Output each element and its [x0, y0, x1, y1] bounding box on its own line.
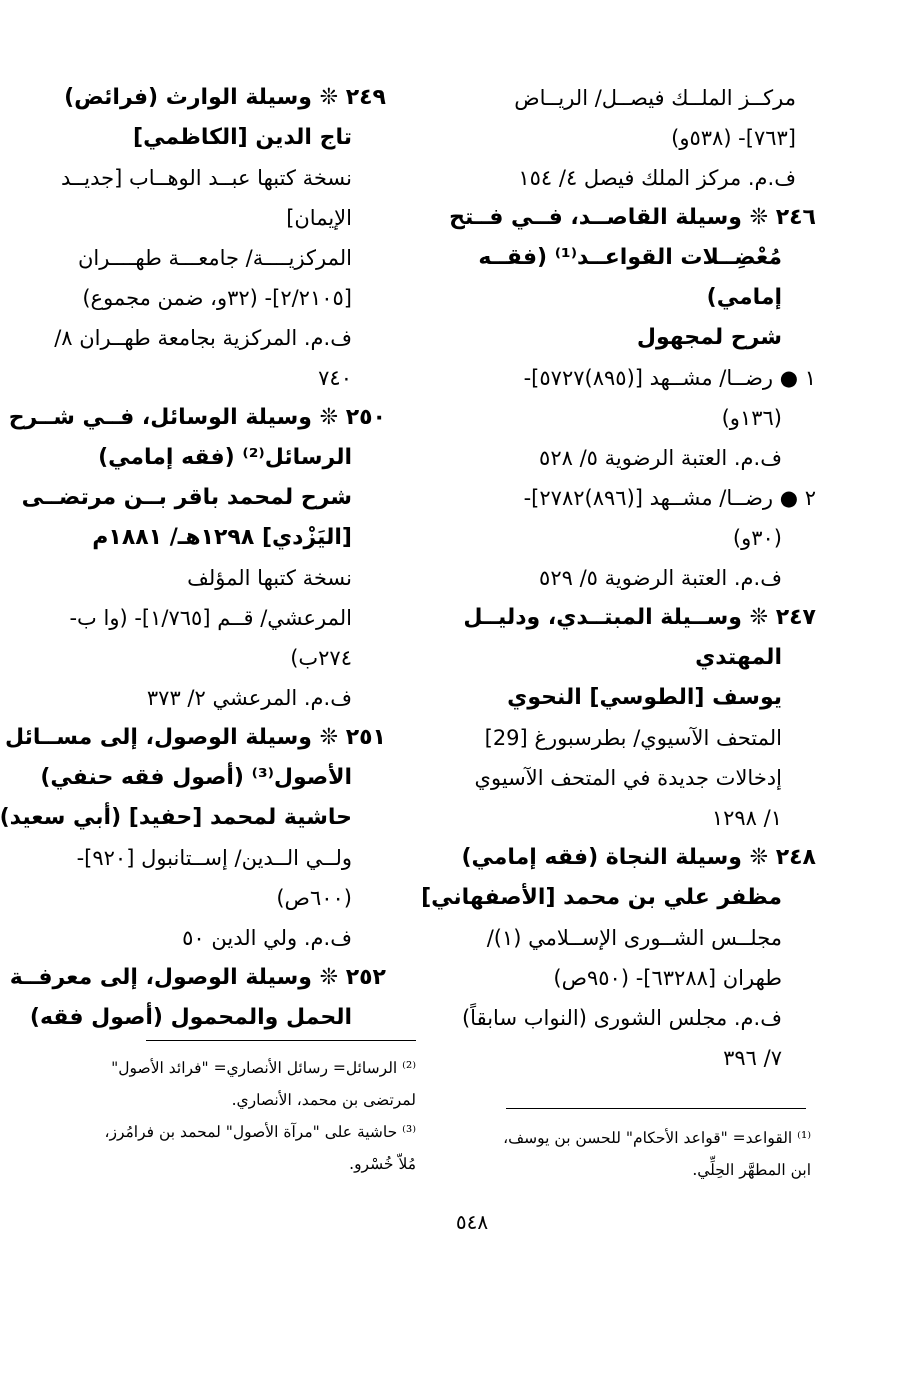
right-column [421, 78, 816, 1078]
left-column-line: [اليَزْدي] ١٢٩٨هـ/ ١٨٨١م [92, 525, 352, 550]
left-column-line: الحمل والمحمول (أصول فقه) [29, 1005, 352, 1030]
left-column-line: ف.م. ولي الدين ٥٠ [182, 926, 352, 950]
right-column-line: ف.م. العتبة الرضوية ٥/ ٥٢٨ [539, 446, 782, 470]
page-number: ٥٤٨ [455, 1210, 489, 1234]
footnote-line: مُلاّ خُسْرو. [349, 1155, 416, 1173]
right-column-line: ١ ● رضــا/ مشــهد [(٨٩٥)٥٧٢٧]- [523, 366, 816, 390]
left-column-line: ف.م. المركزية بجامعة طهــران ٨/ [54, 326, 352, 350]
left-column-line: المركزيــــة/ جامعـــة طهــــران [77, 246, 352, 270]
right-column-line: المتحف الآسيوي/ بطرسبورغ [29] [484, 726, 782, 750]
footnotes-left [86, 1052, 416, 1180]
right-column-line: ف.م. مركز الملك فيصل ٤/ ١٥٤ [518, 166, 796, 190]
footnote-line: لمرتضى بن محمد، الأنصاري. [231, 1091, 416, 1109]
footnotes-right [471, 1122, 811, 1186]
right-column-line: يوسف [الطوسي] النحوي [507, 685, 782, 710]
footnote-separator-left [146, 1040, 416, 1041]
right-column-line: ف.م. العتبة الرضوية ٥/ ٥٢٩ [539, 566, 782, 590]
left-column-line: الإيمان] [286, 206, 352, 230]
left-column-line: ٢٥٢ ❊ وسيلة الوصول، إلى معرفــة [9, 965, 386, 990]
right-column-line: ٢ ● رضــا/ مشــهد [(٨٩٦)٢٧٨٢]- [523, 486, 816, 510]
footnote-line: ⁽³⁾ حاشية على "مرآة الأصول" لمحمد بن فرامُرز، [104, 1123, 416, 1141]
footnote-separator-right [506, 1108, 806, 1109]
left-column-line: ف.م. المرعشي ٢/ ٣٧٣ [146, 686, 352, 710]
left-column-line: ٧٤٠ [318, 366, 352, 390]
right-column-line: ٢٤٨ ❊ وسيلة النجاة (فقه إمامي) [461, 845, 816, 870]
left-column [0, 78, 386, 1038]
left-column-line: المرعشي/ قــم [١/٧٦٥]- (وا ب- [69, 606, 352, 630]
right-column-line: ف.م. مجلس الشورى (النواب سابقاً) [461, 1006, 782, 1030]
left-column-line: نسخة كتبها المؤلف [187, 566, 352, 590]
left-column-line: ٢٥١ ❊ وسيلة الوصول، إلى مســائل [5, 725, 386, 750]
left-column-line: نسخة كتبها عبــد الوهــاب [جديــد [60, 166, 352, 190]
right-column-line: إمامي) [706, 285, 782, 310]
right-column-line: مجلــس الشــورى الإســلامي (١)/ [486, 926, 782, 950]
left-column-line: الرسائل⁽²⁾ (فقه إمامي) [98, 445, 352, 470]
left-column-line: تاج الدين [الكاظمي] [133, 125, 352, 150]
left-column-line: [٢/٢١٠٥]- (٣٢و، ضمن مجموع) [82, 286, 352, 310]
right-column-line: مركــز الملــك فيصــل/ الريــاض [514, 86, 796, 110]
left-column-line: (٦٠٠ص) [276, 886, 352, 910]
footnote-line: ابن المطهَّر الحِلِّي. [692, 1161, 811, 1179]
right-column-line: إدخالات جديدة في المتحف الآسيوي [474, 766, 782, 790]
right-column-line: ٧/ ٣٩٦ [723, 1046, 782, 1070]
footnote-line: ⁽²⁾ الرسائل= رسائل الأنصاري= "فرائد الأصول" [111, 1059, 416, 1077]
right-column-line: ١/ ١٢٩٨ [711, 806, 782, 830]
left-column-line: حاشية لمحمد [حفيد] (أبي سعيد) [0, 805, 352, 830]
right-column-line: [٧٦٣]- (٥٣٨و) [671, 126, 796, 150]
right-column-line: ٢٤٦ ❊ وسيلة القاصــد، فــي فــتح [449, 205, 816, 230]
right-column-line: شرح لمجهول [636, 325, 782, 350]
left-column-line: الأصول⁽³⁾ (أصول فقه حنفي) [40, 765, 352, 790]
left-column-line: ٢٥٠ ❊ وسيلة الوسائل، فــي شــرح [8, 405, 386, 430]
right-column-line: (١٣٦و) [721, 406, 782, 430]
left-column-line: ٢٧٤ب) [290, 646, 352, 670]
right-column-line: طهران [٦٣٢٨٨]- (٩٥٠ص) [553, 966, 782, 990]
footnote-line: ⁽¹⁾ القواعد= "قواعد الأحكام" للحسن بن يوسف، [503, 1129, 811, 1147]
left-column-line: ٢٤٩ ❊ وسيلة الوارث (فرائض) [64, 85, 386, 110]
right-column-line: المهتدي [695, 645, 782, 670]
left-column-line: شرح لمحمد باقر بــن مرتضــى [21, 485, 352, 510]
left-column-line: ولــي الــدين/ إســتانبول [٩٢٠]- [76, 846, 352, 870]
right-column-line: (٣٠و) [732, 526, 782, 550]
right-column-line: مظفر علي بن محمد [الأصفهاني] [421, 885, 782, 910]
right-column-line: مُعْضِــلات القواعــد⁽¹⁾ (فقــه [478, 245, 782, 270]
right-column-line: ٢٤٧ ❊ وســيلة المبتــدي، ودليــل [463, 605, 816, 630]
